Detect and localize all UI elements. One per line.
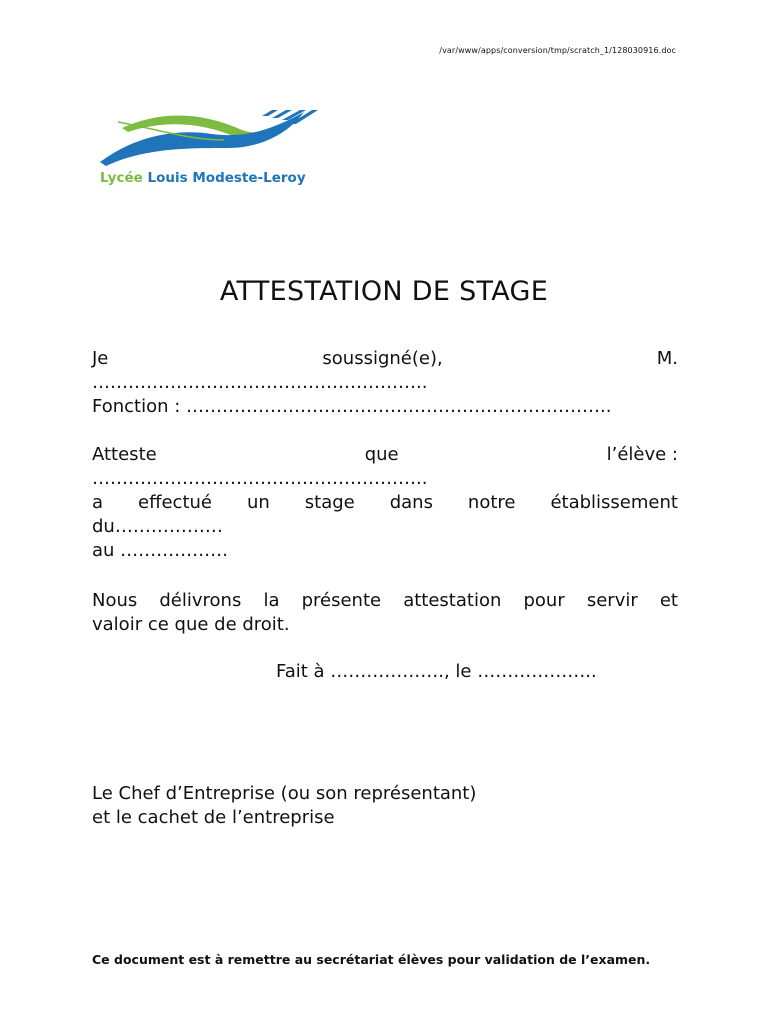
delivrons-word: attestation — [403, 590, 502, 611]
delivrons-word: Nous — [92, 590, 138, 611]
atteste-word: l’élève : — [606, 444, 678, 465]
delivrons-word: présente — [301, 590, 382, 611]
delivrons-block — [92, 589, 678, 637]
stage-word: un — [246, 492, 270, 513]
delivrons-word: délivrons — [159, 590, 242, 611]
logo-text-school-name: Louis Modeste-Leroy — [147, 170, 306, 186]
delivrons-word: servir — [586, 590, 638, 611]
logo-swoosh-icon — [92, 104, 320, 168]
delivrons-word: et — [659, 590, 678, 611]
soussigne-word: Je — [92, 348, 109, 369]
logo-text — [100, 170, 306, 186]
atteste-word: Atteste — [92, 444, 157, 465]
student-dots: ……………………………………………….. — [92, 468, 428, 489]
footer-note: Ce document est à remettre au secrétariat élèves pour validation de l’examen. — [92, 952, 651, 967]
stage-word: notre — [467, 492, 516, 513]
delivrons-word: pour — [523, 590, 565, 611]
stage-word: stage — [304, 492, 355, 513]
stage-word: effectué — [138, 492, 212, 513]
stage-word: établissement — [550, 492, 678, 513]
fonction-line: Fonction : …………………………………………………………….. — [92, 396, 612, 417]
date-from-line: du……………… — [92, 516, 223, 537]
soussigne-word: M. — [656, 348, 678, 369]
delivrons-line-2: valoir ce que de droit. — [92, 614, 290, 635]
logo-text-lycee: Lycée — [100, 170, 148, 186]
stage-line — [92, 491, 678, 515]
fait-block — [92, 660, 678, 684]
atteste-block — [92, 443, 678, 563]
atteste-line — [92, 443, 678, 467]
file-path-header: /var/www/apps/conversion/tmp/scratch_1/128030916.doc — [439, 46, 676, 55]
soussigne-word: soussigné(e), — [322, 348, 443, 369]
signature-block — [92, 782, 678, 830]
soussigne-line — [92, 347, 678, 371]
signature-line-2: et le cachet de l’entreprise — [92, 807, 335, 828]
soussigne-block — [92, 347, 678, 419]
signature-line-1: Le Chef d’Entreprise (ou son représentant) — [92, 783, 477, 804]
atteste-word: que — [364, 444, 399, 465]
delivrons-word: la — [263, 590, 280, 611]
stage-word: a — [92, 492, 104, 513]
name-dots: ……………………………………………….. — [92, 372, 428, 393]
document-title: ATTESTATION DE STAGE — [219, 276, 549, 307]
school-logo — [92, 104, 320, 190]
delivrons-line — [92, 589, 678, 613]
fait-line: Fait à ………………., le ……………….. — [276, 661, 597, 682]
stage-word: dans — [389, 492, 433, 513]
date-to-line: au ……………… — [92, 540, 229, 561]
